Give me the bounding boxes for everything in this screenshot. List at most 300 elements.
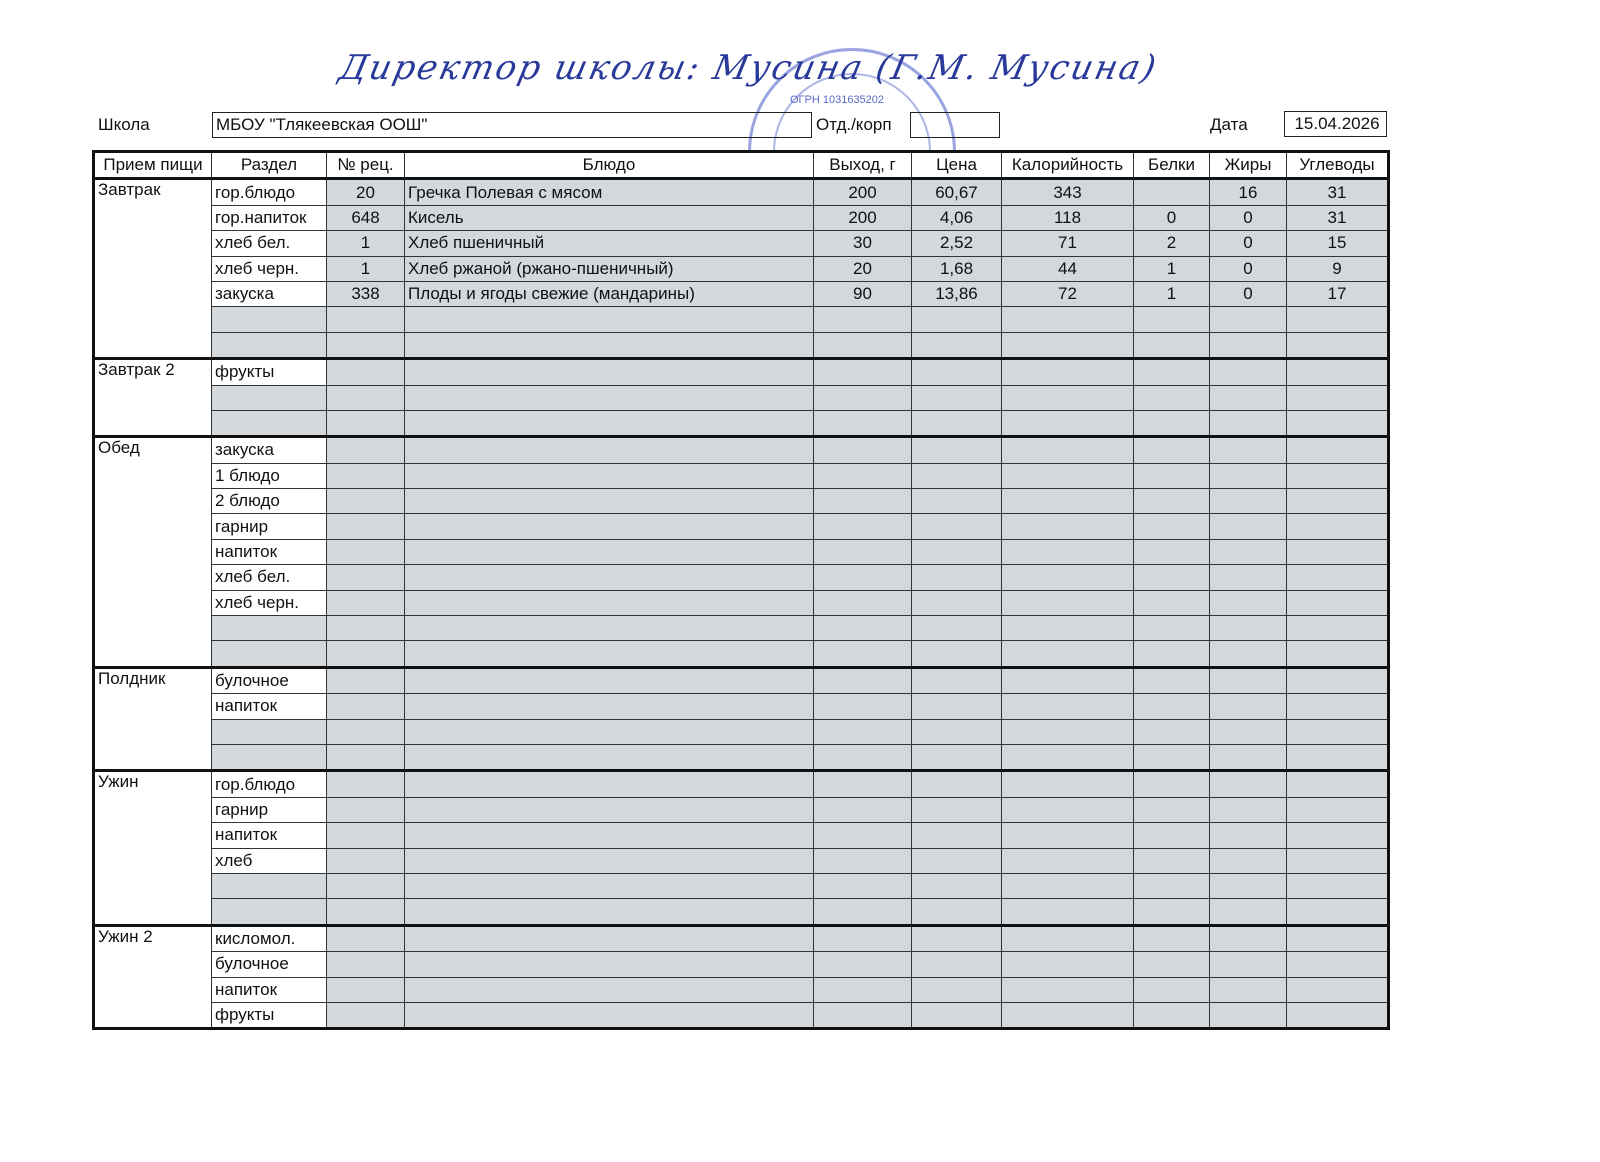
data-cell[interactable] [1287,359,1389,385]
data-cell[interactable] [405,977,814,1002]
data-cell[interactable] [912,616,1002,641]
data-cell[interactable] [1134,332,1210,358]
data-cell[interactable] [1002,771,1134,797]
data-cell[interactable]: Кисель [405,205,814,230]
data-cell[interactable] [1210,977,1287,1002]
data-cell[interactable] [327,744,405,770]
data-cell[interactable] [1210,744,1287,770]
date-field[interactable]: 15.04.2026 [1284,111,1387,137]
data-cell[interactable] [814,307,912,332]
data-cell[interactable] [1287,463,1389,488]
data-cell[interactable] [814,797,912,822]
data-cell[interactable] [405,332,814,358]
data-cell[interactable] [1002,616,1134,641]
data-cell[interactable] [1002,385,1134,410]
data-cell[interactable] [327,797,405,822]
data-cell[interactable]: 4,06 [912,205,1002,230]
data-cell[interactable] [912,641,1002,667]
data-cell[interactable] [405,771,814,797]
section-cell[interactable]: гор.блюдо [212,771,327,797]
data-cell[interactable] [814,437,912,463]
data-cell[interactable] [1210,952,1287,977]
data-cell[interactable]: 13,86 [912,281,1002,306]
data-cell[interactable] [1210,797,1287,822]
data-cell[interactable] [405,873,814,898]
data-cell[interactable]: 1 [1134,256,1210,281]
data-cell[interactable] [912,385,1002,410]
section-cell[interactable]: 1 блюдо [212,463,327,488]
data-cell[interactable] [1210,771,1287,797]
data-cell[interactable] [912,489,1002,514]
data-cell[interactable] [912,694,1002,719]
data-cell[interactable] [1134,539,1210,564]
section-cell[interactable] [212,332,327,358]
data-cell[interactable] [327,771,405,797]
data-cell[interactable] [1210,463,1287,488]
data-cell[interactable] [1134,359,1210,385]
data-cell[interactable] [1287,771,1389,797]
data-cell[interactable] [1002,359,1134,385]
data-cell[interactable]: 60,67 [912,179,1002,205]
data-cell[interactable] [814,873,912,898]
data-cell[interactable] [327,410,405,436]
data-cell[interactable]: 1 [327,256,405,281]
data-cell[interactable]: 2 [1134,231,1210,256]
section-cell[interactable] [212,307,327,332]
data-cell[interactable] [327,694,405,719]
data-cell[interactable] [327,463,405,488]
data-cell[interactable] [814,823,912,848]
data-cell[interactable]: Плоды и ягоды свежие (мандарины) [405,281,814,306]
data-cell[interactable] [1002,514,1134,539]
data-cell[interactable] [327,823,405,848]
data-cell[interactable]: 72 [1002,281,1134,306]
data-cell[interactable]: 1 [327,231,405,256]
data-cell[interactable] [405,590,814,615]
data-cell[interactable] [1134,823,1210,848]
section-cell[interactable]: булочное [212,952,327,977]
data-cell[interactable] [912,848,1002,873]
data-cell[interactable] [1287,385,1389,410]
section-cell[interactable]: напиток [212,694,327,719]
data-cell[interactable] [1287,1002,1389,1028]
data-cell[interactable] [405,925,814,951]
data-cell[interactable] [1210,437,1287,463]
data-cell[interactable] [1134,565,1210,590]
data-cell[interactable] [1134,463,1210,488]
data-cell[interactable] [912,719,1002,744]
data-cell[interactable] [327,848,405,873]
section-cell[interactable]: хлеб [212,848,327,873]
section-cell[interactable]: закуска [212,281,327,306]
data-cell[interactable] [405,848,814,873]
data-cell[interactable] [814,332,912,358]
data-cell[interactable] [1002,539,1134,564]
data-cell[interactable] [1002,1002,1134,1028]
section-cell[interactable]: 2 блюдо [212,489,327,514]
data-cell[interactable] [912,873,1002,898]
data-cell[interactable] [1210,385,1287,410]
data-cell[interactable]: 20 [814,256,912,281]
section-cell[interactable]: закуска [212,437,327,463]
data-cell[interactable] [405,514,814,539]
data-cell[interactable] [912,952,1002,977]
data-cell[interactable] [405,719,814,744]
data-cell[interactable] [1287,823,1389,848]
data-cell[interactable] [1134,1002,1210,1028]
data-cell[interactable] [1134,797,1210,822]
data-cell[interactable] [1002,694,1134,719]
data-cell[interactable] [1287,952,1389,977]
data-cell[interactable] [405,463,814,488]
data-cell[interactable]: 0 [1210,281,1287,306]
data-cell[interactable] [814,925,912,951]
data-cell[interactable] [814,489,912,514]
data-cell[interactable] [405,616,814,641]
data-cell[interactable] [1210,590,1287,615]
data-cell[interactable] [1287,848,1389,873]
data-cell[interactable] [1210,899,1287,925]
data-cell[interactable] [1134,307,1210,332]
data-cell[interactable] [1287,694,1389,719]
data-cell[interactable] [1002,925,1134,951]
data-cell[interactable] [1134,925,1210,951]
data-cell[interactable] [1134,719,1210,744]
data-cell[interactable] [1287,667,1389,693]
data-cell[interactable]: 200 [814,205,912,230]
data-cell[interactable] [327,590,405,615]
section-cell[interactable] [212,744,327,770]
data-cell[interactable] [912,977,1002,1002]
section-cell[interactable]: хлеб бел. [212,565,327,590]
data-cell[interactable] [1210,848,1287,873]
data-cell[interactable]: 200 [814,179,912,205]
data-cell[interactable] [1002,952,1134,977]
data-cell[interactable] [1287,797,1389,822]
data-cell[interactable] [327,925,405,951]
data-cell[interactable] [1002,410,1134,436]
data-cell[interactable] [1002,873,1134,898]
data-cell[interactable] [1002,437,1134,463]
data-cell[interactable] [1287,641,1389,667]
data-cell[interactable] [327,514,405,539]
data-cell[interactable] [1210,641,1287,667]
data-cell[interactable] [1002,977,1134,1002]
section-cell[interactable]: фрукты [212,1002,327,1028]
data-cell[interactable] [912,565,1002,590]
data-cell[interactable] [814,463,912,488]
data-cell[interactable] [1134,694,1210,719]
data-cell[interactable] [1210,667,1287,693]
data-cell[interactable] [405,565,814,590]
section-cell[interactable] [212,873,327,898]
section-cell[interactable]: кисломол. [212,925,327,951]
data-cell[interactable]: 1 [1134,281,1210,306]
data-cell[interactable] [1287,925,1389,951]
data-cell[interactable] [327,977,405,1002]
data-cell[interactable]: 17 [1287,281,1389,306]
data-cell[interactable] [912,899,1002,925]
data-cell[interactable] [1002,719,1134,744]
data-cell[interactable] [1210,1002,1287,1028]
data-cell[interactable] [814,359,912,385]
data-cell[interactable] [912,797,1002,822]
data-cell[interactable] [912,539,1002,564]
data-cell[interactable] [1210,359,1287,385]
data-cell[interactable]: 648 [327,205,405,230]
data-cell[interactable] [1210,719,1287,744]
data-cell[interactable] [405,899,814,925]
data-cell[interactable] [1002,797,1134,822]
data-cell[interactable] [1002,463,1134,488]
section-cell[interactable]: булочное [212,667,327,693]
dept-field[interactable] [910,112,1000,138]
data-cell[interactable] [912,359,1002,385]
data-cell[interactable] [327,332,405,358]
data-cell[interactable] [814,410,912,436]
data-cell[interactable] [1002,489,1134,514]
data-cell[interactable] [1287,977,1389,1002]
data-cell[interactable]: Хлеб ржаной (ржано-пшеничный) [405,256,814,281]
data-cell[interactable]: 343 [1002,179,1134,205]
data-cell[interactable] [405,823,814,848]
data-cell[interactable] [405,539,814,564]
data-cell[interactable]: 20 [327,179,405,205]
data-cell[interactable] [327,616,405,641]
data-cell[interactable] [1287,410,1389,436]
data-cell[interactable] [814,694,912,719]
data-cell[interactable] [405,359,814,385]
data-cell[interactable] [1002,667,1134,693]
data-cell[interactable] [912,667,1002,693]
data-cell[interactable] [1210,873,1287,898]
data-cell[interactable] [1134,952,1210,977]
section-cell[interactable] [212,899,327,925]
data-cell[interactable] [1002,823,1134,848]
data-cell[interactable] [814,616,912,641]
data-cell[interactable] [327,489,405,514]
data-cell[interactable] [405,667,814,693]
data-cell[interactable] [1134,667,1210,693]
data-cell[interactable] [1210,332,1287,358]
section-cell[interactable]: хлеб черн. [212,590,327,615]
data-cell[interactable] [327,641,405,667]
section-cell[interactable]: хлеб бел. [212,231,327,256]
data-cell[interactable] [912,925,1002,951]
data-cell[interactable] [405,1002,814,1028]
section-cell[interactable]: фрукты [212,359,327,385]
data-cell[interactable]: 16 [1210,179,1287,205]
data-cell[interactable] [912,771,1002,797]
data-cell[interactable] [327,1002,405,1028]
section-cell[interactable]: гарнир [212,514,327,539]
data-cell[interactable] [405,641,814,667]
data-cell[interactable] [814,514,912,539]
data-cell[interactable] [327,899,405,925]
data-cell[interactable] [1134,179,1210,205]
data-cell[interactable] [912,514,1002,539]
data-cell[interactable] [1134,641,1210,667]
data-cell[interactable] [1287,873,1389,898]
section-cell[interactable]: гор.напиток [212,205,327,230]
data-cell[interactable] [1134,744,1210,770]
data-cell[interactable] [814,952,912,977]
data-cell[interactable] [1002,744,1134,770]
data-cell[interactable]: 0 [1210,205,1287,230]
data-cell[interactable] [1134,590,1210,615]
data-cell[interactable] [814,977,912,1002]
data-cell[interactable]: 90 [814,281,912,306]
section-cell[interactable] [212,385,327,410]
data-cell[interactable] [1134,977,1210,1002]
data-cell[interactable] [1002,332,1134,358]
data-cell[interactable] [1210,823,1287,848]
data-cell[interactable] [1134,489,1210,514]
data-cell[interactable] [405,744,814,770]
section-cell[interactable]: гарнир [212,797,327,822]
data-cell[interactable] [814,641,912,667]
data-cell[interactable] [814,899,912,925]
section-cell[interactable]: напиток [212,823,327,848]
section-cell[interactable]: напиток [212,977,327,1002]
data-cell[interactable] [912,332,1002,358]
data-cell[interactable] [1134,410,1210,436]
data-cell[interactable]: 0 [1210,256,1287,281]
data-cell[interactable] [1134,848,1210,873]
data-cell[interactable]: Гречка Полевая с мясом [405,179,814,205]
data-cell[interactable] [1002,641,1134,667]
data-cell[interactable]: 118 [1002,205,1134,230]
data-cell[interactable] [1210,925,1287,951]
data-cell[interactable] [912,307,1002,332]
data-cell[interactable] [327,385,405,410]
data-cell[interactable] [912,437,1002,463]
data-cell[interactable] [327,307,405,332]
section-cell[interactable] [212,616,327,641]
data-cell[interactable] [1210,307,1287,332]
data-cell[interactable] [912,1002,1002,1028]
data-cell[interactable] [1002,565,1134,590]
data-cell[interactable]: 9 [1287,256,1389,281]
data-cell[interactable]: 0 [1210,231,1287,256]
data-cell[interactable] [814,590,912,615]
data-cell[interactable]: 71 [1002,231,1134,256]
data-cell[interactable] [405,952,814,977]
data-cell[interactable] [1287,437,1389,463]
data-cell[interactable] [912,823,1002,848]
data-cell[interactable]: 31 [1287,179,1389,205]
data-cell[interactable] [912,410,1002,436]
data-cell[interactable]: 15 [1287,231,1389,256]
section-cell[interactable]: гор.блюдо [212,179,327,205]
data-cell[interactable]: Хлеб пшеничный [405,231,814,256]
data-cell[interactable] [1134,437,1210,463]
data-cell[interactable] [405,385,814,410]
data-cell[interactable] [1287,744,1389,770]
data-cell[interactable] [327,719,405,744]
data-cell[interactable] [327,873,405,898]
data-cell[interactable] [814,565,912,590]
data-cell[interactable]: 44 [1002,256,1134,281]
data-cell[interactable] [814,539,912,564]
data-cell[interactable] [327,952,405,977]
data-cell[interactable] [1134,899,1210,925]
data-cell[interactable] [1287,514,1389,539]
data-cell[interactable] [1210,410,1287,436]
data-cell[interactable] [1134,616,1210,641]
data-cell[interactable] [1210,539,1287,564]
data-cell[interactable] [1134,385,1210,410]
data-cell[interactable] [912,463,1002,488]
data-cell[interactable] [405,307,814,332]
data-cell[interactable]: 30 [814,231,912,256]
data-cell[interactable]: 1,68 [912,256,1002,281]
data-cell[interactable] [405,797,814,822]
data-cell[interactable] [405,489,814,514]
data-cell[interactable] [405,410,814,436]
data-cell[interactable] [1210,565,1287,590]
data-cell[interactable] [1287,899,1389,925]
data-cell[interactable] [1287,539,1389,564]
section-cell[interactable]: хлеб черн. [212,256,327,281]
data-cell[interactable] [814,771,912,797]
data-cell[interactable] [814,1002,912,1028]
school-field[interactable]: МБОУ "Тлякеевская ООШ" [212,112,812,138]
data-cell[interactable] [1210,616,1287,641]
data-cell[interactable] [1134,771,1210,797]
data-cell[interactable]: 0 [1134,205,1210,230]
section-cell[interactable] [212,719,327,744]
data-cell[interactable] [912,744,1002,770]
data-cell[interactable] [1287,489,1389,514]
data-cell[interactable] [327,359,405,385]
data-cell[interactable] [1287,307,1389,332]
data-cell[interactable] [327,667,405,693]
data-cell[interactable]: 31 [1287,205,1389,230]
section-cell[interactable] [212,641,327,667]
data-cell[interactable] [1210,514,1287,539]
data-cell[interactable] [1002,899,1134,925]
data-cell[interactable] [1287,332,1389,358]
data-cell[interactable] [327,565,405,590]
data-cell[interactable]: 2,52 [912,231,1002,256]
data-cell[interactable] [912,590,1002,615]
data-cell[interactable] [1287,590,1389,615]
section-cell[interactable]: напиток [212,539,327,564]
data-cell[interactable] [327,437,405,463]
data-cell[interactable] [1002,590,1134,615]
data-cell[interactable]: 338 [327,281,405,306]
data-cell[interactable] [814,719,912,744]
data-cell[interactable] [814,744,912,770]
data-cell[interactable] [327,539,405,564]
data-cell[interactable] [1287,719,1389,744]
data-cell[interactable] [1002,307,1134,332]
data-cell[interactable] [1134,514,1210,539]
data-cell[interactable] [1287,616,1389,641]
data-cell[interactable] [405,437,814,463]
data-cell[interactable] [814,385,912,410]
data-cell[interactable] [1002,848,1134,873]
data-cell[interactable] [814,848,912,873]
data-cell[interactable] [1210,694,1287,719]
data-cell[interactable] [1210,489,1287,514]
section-cell[interactable] [212,410,327,436]
data-cell[interactable] [1134,873,1210,898]
data-cell[interactable] [1287,565,1389,590]
data-cell[interactable] [405,694,814,719]
data-cell[interactable] [814,667,912,693]
